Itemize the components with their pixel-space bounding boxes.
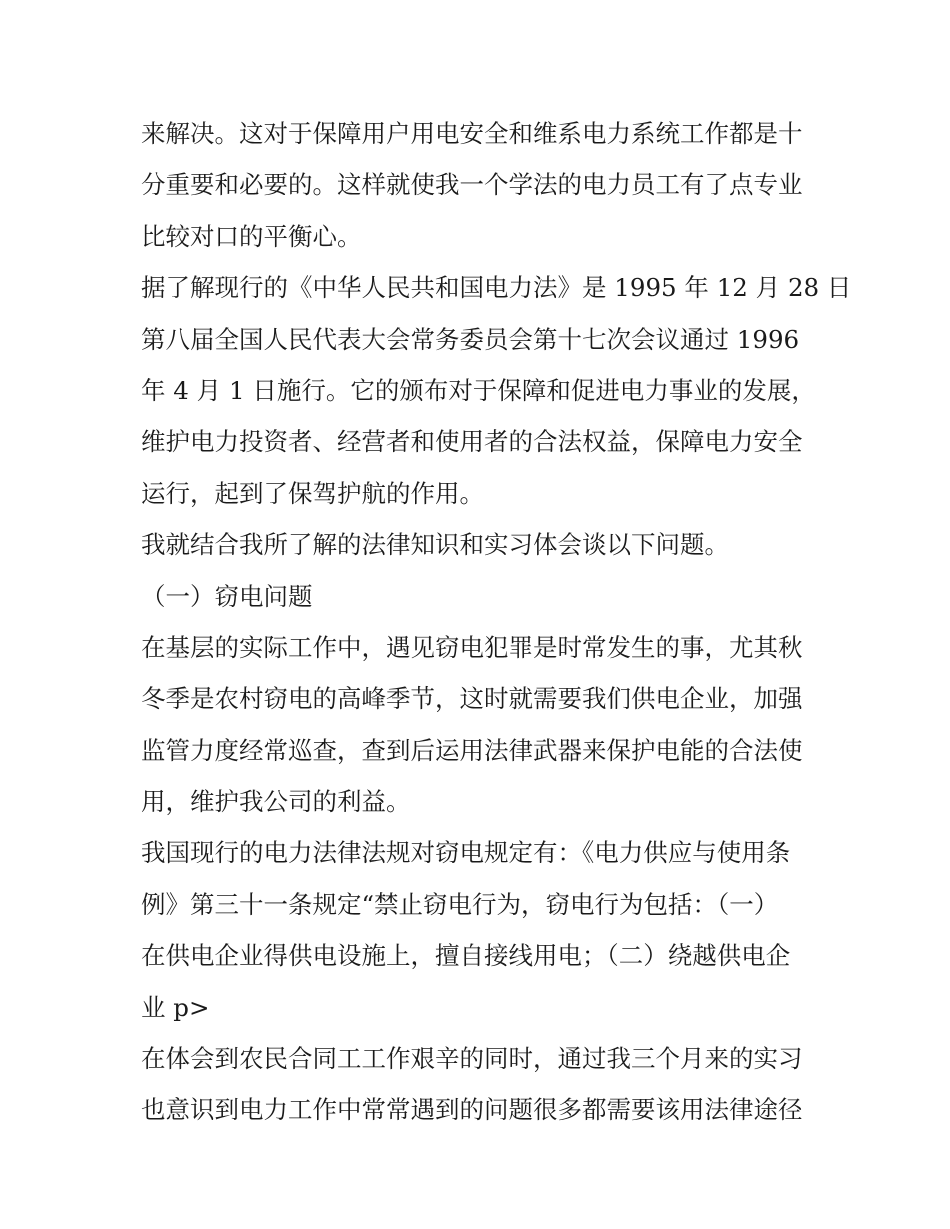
text-line: 运行，起到了保驾护航的作用。 xyxy=(141,478,484,508)
text-line: 分重要和必要的。这样就使我一个学法的电力员工有了点专业 xyxy=(141,170,803,200)
text-line: 我国现行的电力法律法规对窃电规定有：《电力供应与使用条 xyxy=(141,838,791,868)
text-line: 我就结合我所了解的法律知识和实习体会谈以下问题。 xyxy=(141,530,729,560)
text-line: 第八届全国人民代表大会常务委员会第十七次会议通过 1996 xyxy=(141,324,800,354)
text-line: 年 4 月 1 日施行。它的颁布对于保障和促进电力事业的发展， xyxy=(141,375,816,405)
body-text xyxy=(141,108,852,1136)
text-line: 在基层的实际工作中，遇见窃电犯罪是时常发生的事，尤其秋 xyxy=(141,632,803,662)
text-line: 例》第三十一条规定“禁止窃电行为，窃电行为包括：（一） xyxy=(141,889,779,919)
text-line: 监管力度经常巡查，查到后运用法律武器来保护电能的合法使 xyxy=(141,735,803,765)
text-line: 用，维护我公司的利益。 xyxy=(141,787,411,817)
text-line: 在供电企业得供电设施上，擅自接线用电；（二）绕越供电企 xyxy=(141,941,791,971)
text-line: 来解决。这对于保障用户用电安全和维系电力系统工作都是十 xyxy=(141,119,803,148)
section-heading: （一）窃电问题 xyxy=(141,581,313,611)
text-line: 比较对口的平衡心。 xyxy=(141,221,362,251)
text-line: 据了解现行的《中华人民共和国电力法》是 1995 年 12 月 28 日 xyxy=(141,273,852,303)
text-line: 也意识到电力工作中常常遇到的问题很多都需要该用法律途径 xyxy=(141,1095,803,1125)
text-line: 冬季是农村窃电的高峰季节，这时就需要我们供电企业，加强 xyxy=(141,684,803,714)
text-line: 在体会到农民合同工工作艰辛的同时，通过我三个月来的实习 xyxy=(141,1044,803,1074)
text-line: 维护电力投资者、经营者和使用者的合法权益，保障电力安全 xyxy=(141,427,803,457)
text-line: 业 p> xyxy=(141,992,210,1022)
